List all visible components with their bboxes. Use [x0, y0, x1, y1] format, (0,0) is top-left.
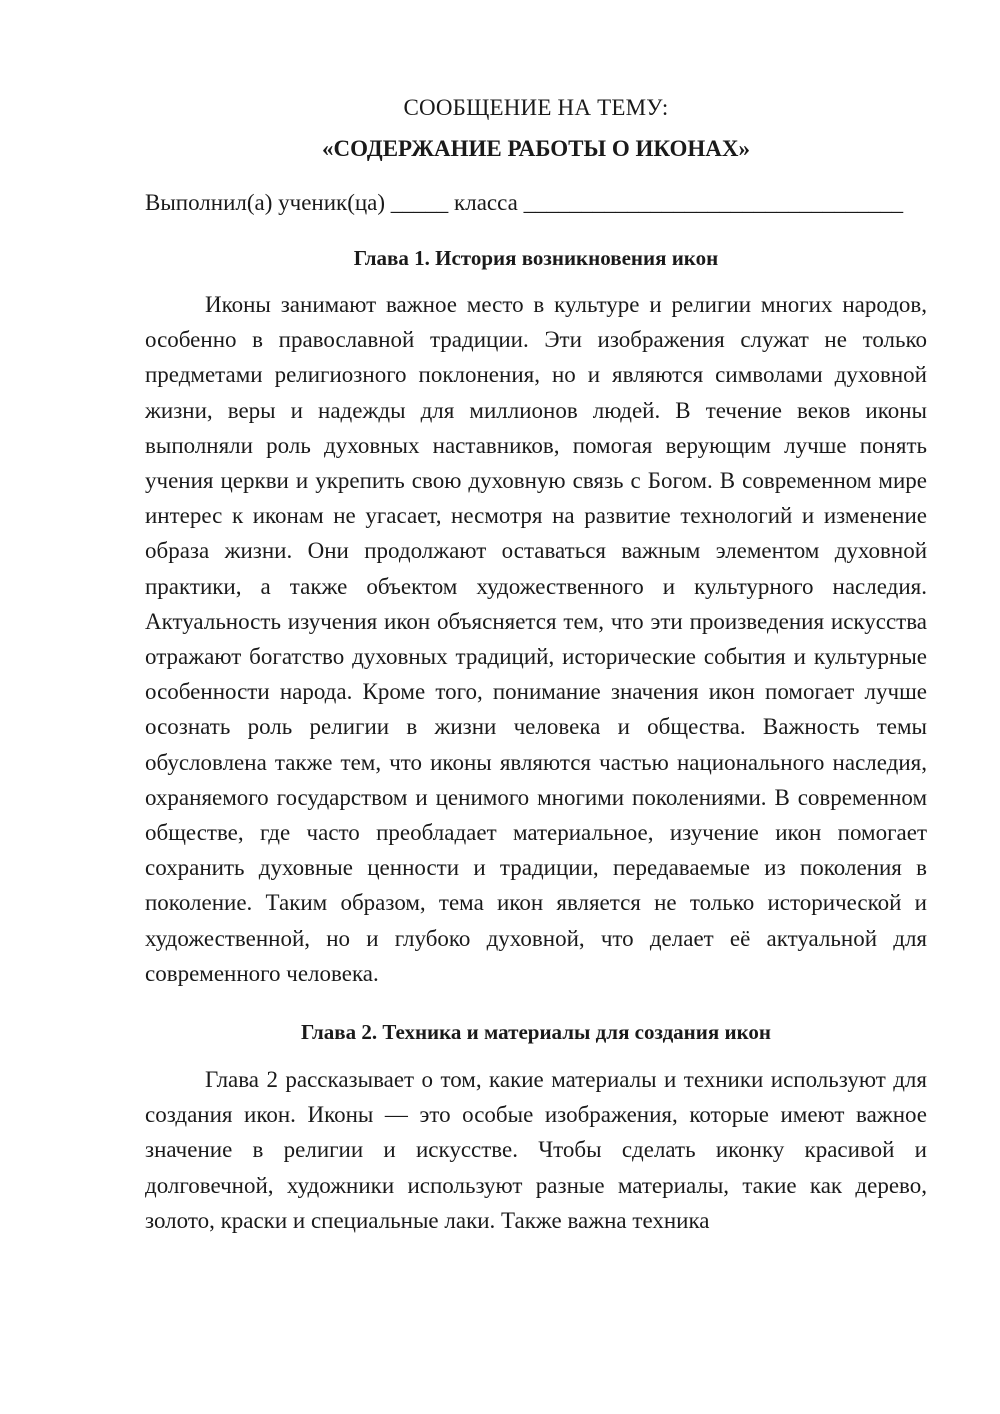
chapter-1-paragraph: Иконы занимают важное место в культуре и религии многих народов, особенно в православной традиции. Эти изображения служат не только предметами религиозного поклонения, но и являются символами духовной жизни, веры и надежды для миллионов людей. В течение веков иконы выполняли роль духовных наставников, помогая верующим лучше понять учения церкви и укрепить свою духовную связь с Богом. В современном мире интерес к иконам не угасает, несмотря на развитие технологий и изменение образа жизни. Они продолжают оставаться важным элементом духовной практики, а также объектом художественного и культурного наследия. Актуальность изучения икон объясняется тем, что эти произведения искусства отражают богатство духовных традиций, исторические события и культурные особенности народа. Кроме того, понимание значения икон помогает лучше осознать роль религии в жизни человека и общества. Важность темы обусловлена также тем, что иконы являются частью национального наследия, охраняемого государством и ценимого многими поколениями. В современном обществе, где часто преобладает материальное, изучение икон помогает сохранить духовные ценности и традиции, передаваемые из поколения в поколение. Таким образом, тема икон является не только исторической и художественной, но и глубоко духовной, что делает её актуальной для современного человека.	[145, 292, 927, 986]
author-line: Выполнил(а) ученик(ца) _____ класса _________________________________	[145, 190, 904, 215]
chapter-2-heading: Глава 2. Техника и материалы для создания икон	[300, 1020, 772, 1045]
chapter-2-paragraph: Глава 2 рассказывает о том, какие материалы и техники используют для создания икон. Иконы — это особые изображения, которые имеют важное значение в религии и искусстве. Чтобы сделать иконку красивой и долговечной, художники используют разные материалы, такие как дерево, золото, краски и специальные лаки. Также важна техника	[145, 1067, 927, 1233]
document-title: СООБЩЕНИЕ НА ТЕМУ:	[403, 95, 669, 120]
document-subtitle: «СОДЕРЖАНИЕ РАБОТЫ О ИКОНАХ»	[322, 136, 750, 161]
document-page	[145, 92, 927, 1238]
chapter-1-heading: Глава 1. История возникновения икон	[353, 246, 719, 270]
